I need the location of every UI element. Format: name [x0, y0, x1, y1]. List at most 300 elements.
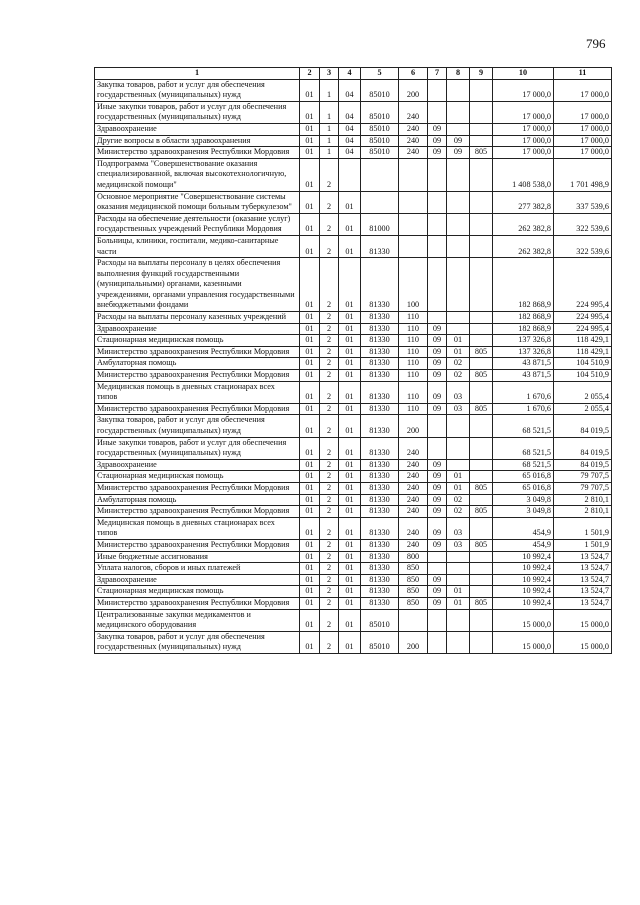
cell-subsection	[447, 213, 470, 235]
cell-chapter: 09	[428, 381, 447, 403]
table-row	[95, 191, 612, 213]
cell-description: Подпрограмма "Совершенствование оказания специализированной, включая высокотехнологичную, медицинской помощи"	[95, 158, 300, 191]
cell-expense-type: 200	[399, 415, 428, 437]
cell-expense-type: 240	[399, 123, 428, 135]
cell-amount-2019: 1 670,6	[493, 381, 554, 403]
cell-amount-2020: 17 000,0	[554, 79, 612, 101]
cell-direction: 85010	[361, 101, 399, 123]
cell-chapter	[428, 609, 447, 631]
cell-subprogram: 2	[320, 482, 339, 494]
cell-event: 04	[339, 79, 361, 101]
cell-amount-2020: 224 995,4	[554, 258, 612, 312]
cell-event: 01	[339, 517, 361, 539]
cell-chapter: 09	[428, 506, 447, 518]
cell-chapter	[428, 631, 447, 653]
cell-subprogram: 2	[320, 574, 339, 586]
cell-subprogram: 2	[320, 539, 339, 551]
cell-subsection	[447, 101, 470, 123]
cell-chapter: 09	[428, 517, 447, 539]
cell-amount-2020: 13 524,7	[554, 574, 612, 586]
cell-chapter: 09	[428, 370, 447, 382]
cell-section: 01	[300, 539, 320, 551]
cell-amount-2019: 17 000,0	[493, 101, 554, 123]
cell-section: 01	[300, 312, 320, 324]
cell-amount-2019: 17 000,0	[493, 135, 554, 147]
cell-direction: 85010	[361, 135, 399, 147]
cell-section: 01	[300, 437, 320, 459]
cell-direction: 81330	[361, 258, 399, 312]
cell-expense-type: 110	[399, 381, 428, 403]
cell-description: Централизованные закупки медикаментов и медицинского оборудования	[95, 609, 300, 631]
cell-amount-2019: 454,9	[493, 517, 554, 539]
cell-ministry	[470, 123, 493, 135]
cell-chapter: 09	[428, 147, 447, 159]
cell-section: 01	[300, 609, 320, 631]
cell-direction	[361, 158, 399, 191]
cell-subprogram: 2	[320, 358, 339, 370]
cell-section: 01	[300, 471, 320, 483]
cell-amount-2020: 17 000,0	[554, 147, 612, 159]
cell-subsection	[447, 235, 470, 257]
cell-direction	[361, 191, 399, 213]
cell-subprogram: 2	[320, 631, 339, 653]
cell-amount-2020: 13 524,7	[554, 563, 612, 575]
cell-amount-2020: 2 810,1	[554, 506, 612, 518]
cell-expense-type: 110	[399, 358, 428, 370]
cell-event: 01	[339, 506, 361, 518]
cell-event: 01	[339, 563, 361, 575]
cell-ministry	[470, 415, 493, 437]
cell-expense-type: 100	[399, 258, 428, 312]
cell-expense-type	[399, 235, 428, 257]
page-number: 796	[586, 36, 606, 51]
cell-amount-2019: 3 049,8	[493, 494, 554, 506]
cell-chapter	[428, 563, 447, 575]
cell-chapter	[428, 258, 447, 312]
cell-event: 01	[339, 346, 361, 358]
cell-expense-type: 110	[399, 403, 428, 415]
column-header-section: 2	[300, 68, 320, 80]
cell-chapter	[428, 158, 447, 191]
cell-section: 01	[300, 370, 320, 382]
cell-section: 01	[300, 101, 320, 123]
cell-subsection	[447, 79, 470, 101]
column-header-chapter: 7	[428, 68, 447, 80]
cell-subsection	[447, 574, 470, 586]
cell-event: 01	[339, 381, 361, 403]
cell-ministry	[470, 358, 493, 370]
cell-amount-2019: 3 049,8	[493, 506, 554, 518]
cell-event: 01	[339, 335, 361, 347]
cell-description: Министерство здравоохранения Республики Мордовия	[95, 370, 300, 382]
column-header-subsection: 8	[447, 68, 470, 80]
cell-chapter: 09	[428, 346, 447, 358]
cell-amount-2020: 13 524,7	[554, 597, 612, 609]
cell-subprogram: 2	[320, 335, 339, 347]
cell-expense-type: 200	[399, 79, 428, 101]
cell-amount-2020: 84 019,5	[554, 459, 612, 471]
cell-section: 01	[300, 403, 320, 415]
cell-amount-2020: 13 524,7	[554, 586, 612, 598]
table-row	[95, 517, 612, 539]
table-row	[95, 415, 612, 437]
cell-event: 01	[339, 415, 361, 437]
cell-section: 01	[300, 358, 320, 370]
cell-amount-2020: 1 701 498,9	[554, 158, 612, 191]
cell-amount-2019: 65 016,8	[493, 471, 554, 483]
cell-section: 01	[300, 482, 320, 494]
cell-amount-2019: 262 382,8	[493, 213, 554, 235]
cell-direction: 81330	[361, 459, 399, 471]
cell-direction: 81330	[361, 471, 399, 483]
cell-amount-2019: 182 868,9	[493, 258, 554, 312]
cell-section: 01	[300, 494, 320, 506]
cell-ministry	[470, 158, 493, 191]
cell-description: Здравоохранение	[95, 574, 300, 586]
cell-subprogram: 2	[320, 415, 339, 437]
cell-amount-2019: 15 000,0	[493, 609, 554, 631]
cell-expense-type	[399, 191, 428, 213]
cell-direction: 85010	[361, 79, 399, 101]
cell-amount-2020: 1 501,9	[554, 517, 612, 539]
cell-amount-2020: 84 019,5	[554, 415, 612, 437]
cell-description: Закупка товаров, работ и услуг для обеспечения государственных (муниципальных) нужд	[95, 415, 300, 437]
cell-section: 01	[300, 158, 320, 191]
cell-description: Расходы на обеспечение деятельности (оказание услуг) государственных учреждений Республики Мордовия	[95, 213, 300, 235]
cell-amount-2020: 17 000,0	[554, 135, 612, 147]
cell-subsection: 02	[447, 358, 470, 370]
cell-subsection: 03	[447, 403, 470, 415]
cell-chapter: 09	[428, 323, 447, 335]
budget-table	[94, 67, 612, 654]
cell-section: 01	[300, 517, 320, 539]
cell-expense-type: 240	[399, 101, 428, 123]
cell-section: 01	[300, 258, 320, 312]
cell-subprogram: 1	[320, 101, 339, 123]
cell-expense-type: 240	[399, 506, 428, 518]
cell-event: 01	[339, 471, 361, 483]
cell-subprogram: 2	[320, 235, 339, 257]
cell-direction: 81330	[361, 494, 399, 506]
cell-amount-2019: 43 871,5	[493, 370, 554, 382]
cell-description: Здравоохранение	[95, 459, 300, 471]
cell-amount-2020: 1 501,9	[554, 539, 612, 551]
cell-event: 01	[339, 631, 361, 653]
cell-expense-type	[399, 158, 428, 191]
cell-chapter: 09	[428, 586, 447, 598]
cell-ministry	[470, 574, 493, 586]
column-header-direction: 5	[361, 68, 399, 80]
table-row	[95, 459, 612, 471]
cell-chapter: 09	[428, 482, 447, 494]
cell-section: 01	[300, 459, 320, 471]
cell-expense-type: 240	[399, 147, 428, 159]
cell-subsection: 01	[447, 335, 470, 347]
cell-description: Другие вопросы в области здравоохранения	[95, 135, 300, 147]
cell-description: Иные бюджетные ассигнования	[95, 551, 300, 563]
cell-direction: 81000	[361, 213, 399, 235]
cell-event: 01	[339, 437, 361, 459]
cell-subprogram: 2	[320, 258, 339, 312]
table-row	[95, 539, 612, 551]
table-row	[95, 563, 612, 575]
table-row	[95, 235, 612, 257]
cell-subsection	[447, 459, 470, 471]
cell-amount-2019: 10 992,4	[493, 597, 554, 609]
table-row	[95, 158, 612, 191]
cell-chapter: 09	[428, 403, 447, 415]
table-row	[95, 101, 612, 123]
cell-ministry	[470, 494, 493, 506]
cell-chapter: 09	[428, 574, 447, 586]
column-header-ministry: 9	[470, 68, 493, 80]
cell-section: 01	[300, 213, 320, 235]
cell-amount-2019: 1 670,6	[493, 403, 554, 415]
cell-subsection: 01	[447, 482, 470, 494]
cell-ministry	[470, 335, 493, 347]
cell-expense-type: 240	[399, 494, 428, 506]
cell-ministry: 805	[470, 539, 493, 551]
cell-amount-2020: 337 539,6	[554, 191, 612, 213]
cell-direction: 81330	[361, 358, 399, 370]
cell-description: Здравоохранение	[95, 323, 300, 335]
cell-description: Иные закупки товаров, работ и услуг для обеспечения государственных (муниципальных) нужд	[95, 437, 300, 459]
cell-ministry	[470, 631, 493, 653]
cell-amount-2020: 13 524,7	[554, 551, 612, 563]
cell-amount-2020: 84 019,5	[554, 437, 612, 459]
cell-event: 01	[339, 586, 361, 598]
cell-subsection: 02	[447, 370, 470, 382]
cell-subprogram: 2	[320, 563, 339, 575]
cell-subprogram: 2	[320, 517, 339, 539]
cell-amount-2019: 277 382,8	[493, 191, 554, 213]
cell-amount-2019: 454,9	[493, 539, 554, 551]
cell-event: 01	[339, 235, 361, 257]
cell-chapter	[428, 213, 447, 235]
cell-direction: 81330	[361, 415, 399, 437]
cell-chapter	[428, 415, 447, 437]
table-row	[95, 609, 612, 631]
cell-expense-type: 850	[399, 586, 428, 598]
cell-event: 01	[339, 370, 361, 382]
cell-description: Медицинская помощь в дневных стационарах всех типов	[95, 517, 300, 539]
cell-section: 01	[300, 346, 320, 358]
cell-amount-2019: 10 992,4	[493, 574, 554, 586]
cell-description: Закупка товаров, работ и услуг для обеспечения государственных (муниципальных) нужд	[95, 79, 300, 101]
cell-description: Расходы на выплаты персоналу в целях обеспечения выполнения функций государственными (муниципальными) органами, казенными учреждениями, органами управления государственными внебюджетными фондами	[95, 258, 300, 312]
cell-event: 01	[339, 494, 361, 506]
cell-subprogram: 2	[320, 597, 339, 609]
cell-section: 01	[300, 235, 320, 257]
cell-expense-type: 850	[399, 563, 428, 575]
cell-description: Министерство здравоохранения Республики Мордовия	[95, 506, 300, 518]
cell-subprogram: 1	[320, 135, 339, 147]
cell-event: 01	[339, 459, 361, 471]
cell-direction: 85010	[361, 631, 399, 653]
cell-amount-2020: 224 995,4	[554, 312, 612, 324]
cell-expense-type: 200	[399, 631, 428, 653]
cell-direction: 81330	[361, 539, 399, 551]
cell-subprogram: 2	[320, 370, 339, 382]
cell-expense-type: 110	[399, 312, 428, 324]
cell-description: Уплата налогов, сборов и иных платежей	[95, 563, 300, 575]
cell-event: 04	[339, 123, 361, 135]
cell-expense-type: 240	[399, 539, 428, 551]
cell-subprogram: 1	[320, 147, 339, 159]
cell-direction: 81330	[361, 323, 399, 335]
cell-ministry: 805	[470, 482, 493, 494]
cell-expense-type: 110	[399, 346, 428, 358]
cell-direction: 81330	[361, 482, 399, 494]
table-row	[95, 213, 612, 235]
cell-direction: 81330	[361, 370, 399, 382]
cell-amount-2019: 262 382,8	[493, 235, 554, 257]
cell-amount-2020: 104 510,9	[554, 370, 612, 382]
cell-expense-type: 110	[399, 323, 428, 335]
cell-amount-2019: 17 000,0	[493, 79, 554, 101]
cell-ministry: 805	[470, 506, 493, 518]
cell-section: 01	[300, 147, 320, 159]
cell-description: Министерство здравоохранения Республики Мордовия	[95, 482, 300, 494]
cell-subsection: 01	[447, 586, 470, 598]
cell-subprogram: 2	[320, 586, 339, 598]
cell-amount-2019: 17 000,0	[493, 123, 554, 135]
cell-amount-2020: 2 055,4	[554, 403, 612, 415]
cell-event: 04	[339, 101, 361, 123]
cell-amount-2019: 182 868,9	[493, 323, 554, 335]
cell-amount-2019: 68 521,5	[493, 459, 554, 471]
cell-subsection	[447, 631, 470, 653]
cell-event: 01	[339, 551, 361, 563]
cell-amount-2020: 2 055,4	[554, 381, 612, 403]
cell-subsection	[447, 323, 470, 335]
cell-subsection	[447, 563, 470, 575]
cell-subprogram: 2	[320, 506, 339, 518]
cell-direction: 81330	[361, 312, 399, 324]
cell-expense-type: 800	[399, 551, 428, 563]
cell-subsection	[447, 312, 470, 324]
cell-ministry	[470, 381, 493, 403]
cell-event: 01	[339, 213, 361, 235]
cell-chapter: 09	[428, 459, 447, 471]
cell-description: Стационарная медицинская помощь	[95, 471, 300, 483]
cell-description: Министерство здравоохранения Республики Мордовия	[95, 147, 300, 159]
table-row	[95, 471, 612, 483]
table-row	[95, 370, 612, 382]
cell-chapter	[428, 551, 447, 563]
cell-subprogram: 1	[320, 123, 339, 135]
table-row	[95, 381, 612, 403]
cell-ministry: 805	[470, 346, 493, 358]
cell-ministry: 805	[470, 597, 493, 609]
table-row	[95, 79, 612, 101]
cell-section: 01	[300, 135, 320, 147]
cell-chapter: 09	[428, 539, 447, 551]
cell-description: Расходы на выплаты персоналу казенных учреждений	[95, 312, 300, 324]
cell-amount-2020: 79 707,5	[554, 471, 612, 483]
cell-amount-2020: 15 000,0	[554, 631, 612, 653]
cell-section: 01	[300, 574, 320, 586]
cell-subprogram: 2	[320, 494, 339, 506]
cell-expense-type: 240	[399, 135, 428, 147]
table-row	[95, 574, 612, 586]
cell-subprogram: 2	[320, 213, 339, 235]
table-row	[95, 323, 612, 335]
cell-ministry	[470, 563, 493, 575]
cell-amount-2020: 118 429,1	[554, 346, 612, 358]
cell-chapter: 09	[428, 135, 447, 147]
cell-event: 01	[339, 482, 361, 494]
cell-expense-type: 110	[399, 335, 428, 347]
cell-ministry	[470, 213, 493, 235]
cell-direction: 81330	[361, 517, 399, 539]
cell-section: 01	[300, 123, 320, 135]
cell-event: 01	[339, 258, 361, 312]
cell-description: Министерство здравоохранения Республики Мордовия	[95, 403, 300, 415]
cell-description: Стационарная медицинская помощь	[95, 335, 300, 347]
cell-direction: 81330	[361, 403, 399, 415]
cell-description: Министерство здравоохранения Республики Мордовия	[95, 539, 300, 551]
cell-subsection: 01	[447, 471, 470, 483]
cell-chapter	[428, 101, 447, 123]
cell-direction: 81330	[361, 437, 399, 459]
table-row	[95, 506, 612, 518]
cell-subsection	[447, 437, 470, 459]
cell-chapter	[428, 235, 447, 257]
cell-ministry	[470, 586, 493, 598]
cell-amount-2019: 1 408 538,0	[493, 158, 554, 191]
cell-amount-2020: 224 995,4	[554, 323, 612, 335]
cell-amount-2020: 15 000,0	[554, 609, 612, 631]
cell-description: Основное мероприятие "Совершенствование системы оказания медицинской помощи больным туберкулезом"	[95, 191, 300, 213]
cell-direction: 81330	[361, 551, 399, 563]
cell-amount-2019: 68 521,5	[493, 437, 554, 459]
cell-event: 01	[339, 191, 361, 213]
cell-description: Министерство здравоохранения Республики Мордовия	[95, 597, 300, 609]
cell-subprogram: 2	[320, 312, 339, 324]
cell-subsection	[447, 609, 470, 631]
cell-direction: 81330	[361, 335, 399, 347]
cell-expense-type	[399, 213, 428, 235]
cell-amount-2019: 137 326,8	[493, 346, 554, 358]
cell-subprogram: 2	[320, 437, 339, 459]
cell-ministry	[470, 312, 493, 324]
cell-expense-type: 240	[399, 517, 428, 539]
table-header-row	[95, 68, 612, 80]
cell-subsection: 01	[447, 597, 470, 609]
cell-description: Амбулаторная помощь	[95, 358, 300, 370]
cell-amount-2019: 15 000,0	[493, 631, 554, 653]
cell-amount-2019: 68 521,5	[493, 415, 554, 437]
table-row	[95, 551, 612, 563]
cell-chapter	[428, 191, 447, 213]
cell-ministry: 805	[470, 147, 493, 159]
cell-event	[339, 158, 361, 191]
cell-ministry: 805	[470, 370, 493, 382]
column-header-expense-type: 6	[399, 68, 428, 80]
cell-event: 01	[339, 574, 361, 586]
cell-description: Больницы, клиники, госпитали, медико-санитарные части	[95, 235, 300, 257]
cell-direction: 85010	[361, 147, 399, 159]
cell-chapter	[428, 79, 447, 101]
cell-description: Министерство здравоохранения Республики Мордовия	[95, 346, 300, 358]
cell-ministry	[470, 258, 493, 312]
cell-ministry	[470, 79, 493, 101]
cell-event: 01	[339, 312, 361, 324]
cell-subprogram: 2	[320, 459, 339, 471]
cell-section: 01	[300, 586, 320, 598]
cell-subprogram: 2	[320, 191, 339, 213]
